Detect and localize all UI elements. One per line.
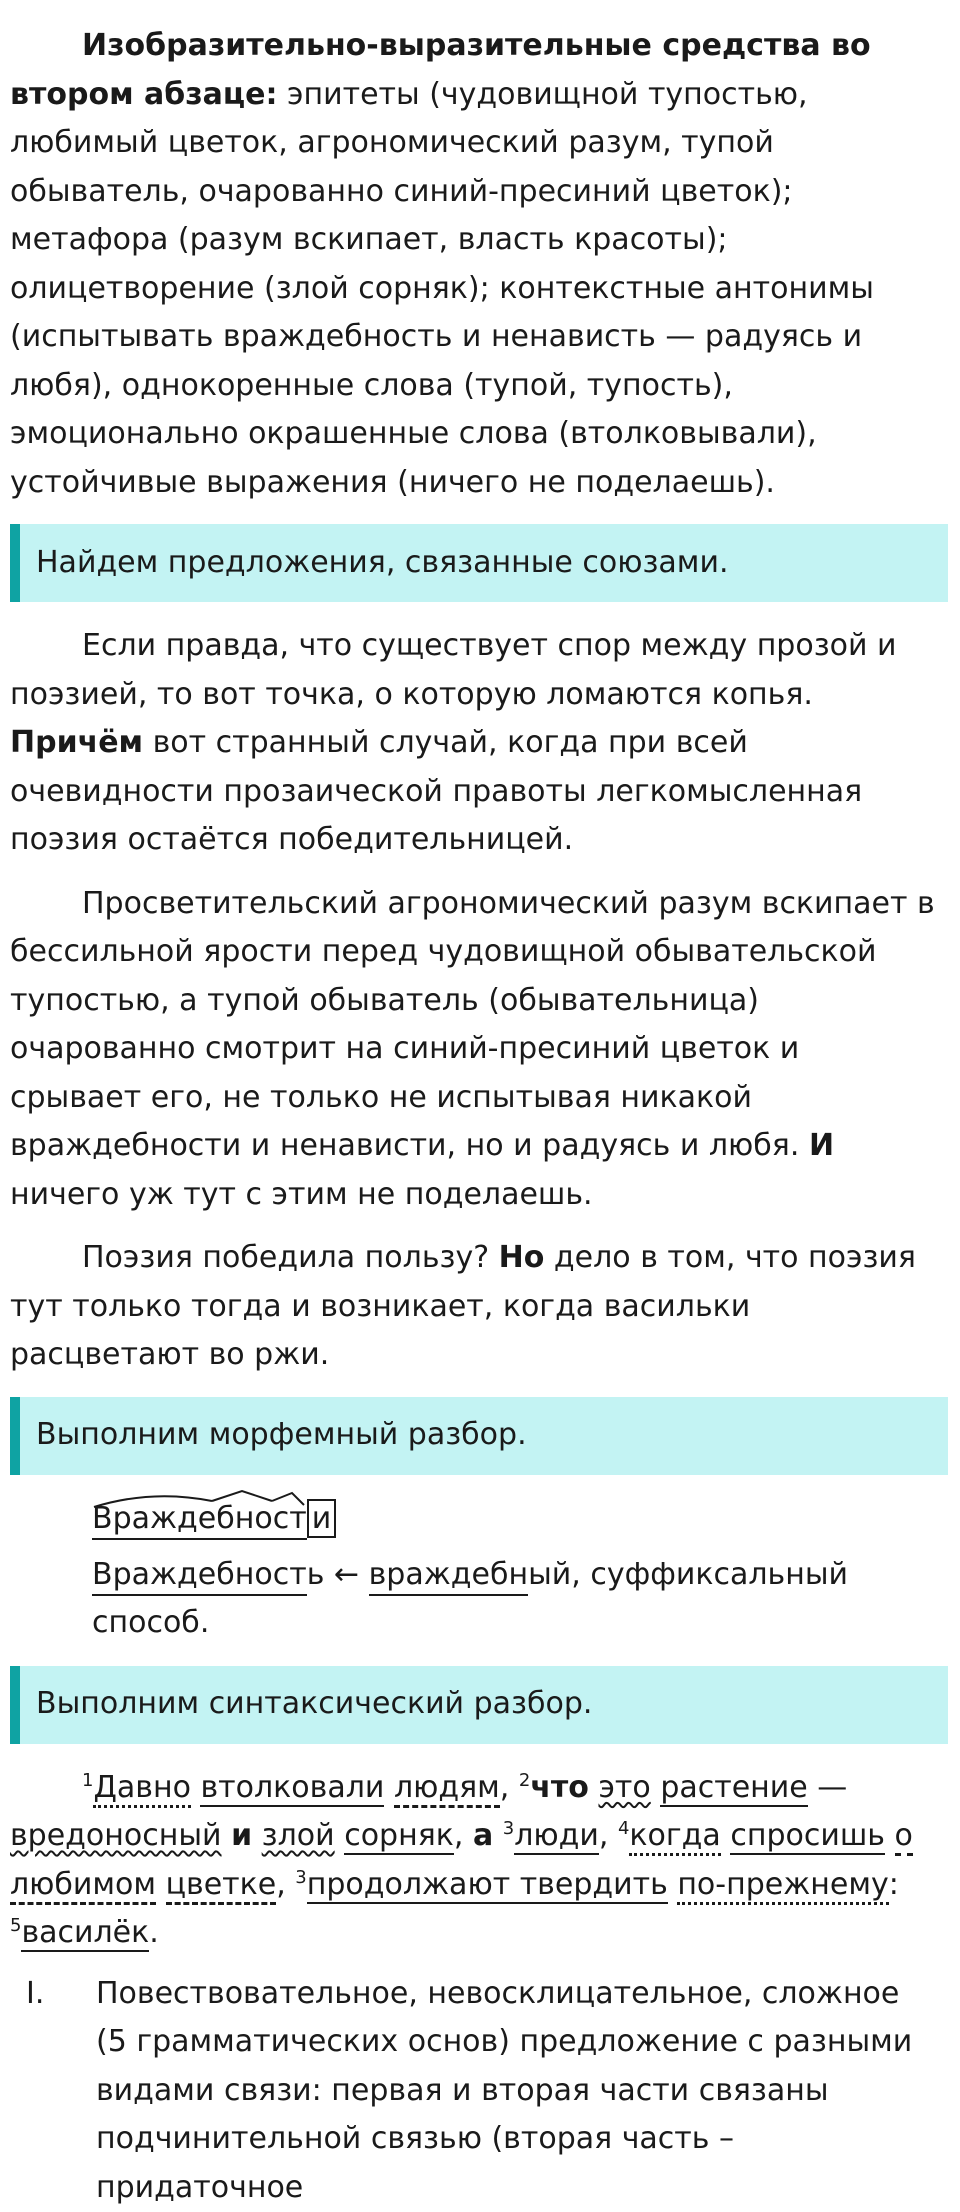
punctuation: , bbox=[500, 1770, 519, 1805]
paragraph-3-text-b: дело в том, что поэзия тут только тогда и возникает, когда васильки расцветают во ржи. bbox=[10, 1240, 916, 1372]
means-paragraph bbox=[10, 22, 938, 507]
conjunction-word: и bbox=[231, 1818, 252, 1853]
text-paragraph-3 bbox=[10, 1234, 938, 1380]
punctuation: , bbox=[454, 1818, 473, 1853]
attribute-word: злой bbox=[262, 1818, 335, 1853]
attribute-word: это bbox=[598, 1770, 650, 1805]
callout-syntax-text: Выполним синтаксический разбор. bbox=[36, 1680, 592, 1729]
derived-stem: Враждебност bbox=[92, 1557, 307, 1596]
list-text: Повествовательное, невосклицательное, сложное (5 грамматических основ) предложение с разными видами связи: первая и вторая части связаны подчинительной связью (вторая часть – придаточное bbox=[96, 1970, 938, 2212]
clause-number: 2 bbox=[519, 1770, 530, 1791]
adverbial-word: Давно bbox=[93, 1770, 190, 1808]
subject-word: люди bbox=[514, 1818, 599, 1855]
clause-number: 5 bbox=[10, 1915, 21, 1936]
punctuation: , bbox=[599, 1818, 618, 1853]
morpheme-word bbox=[92, 1495, 336, 1544]
analysis-list-item bbox=[10, 1970, 938, 2212]
clause-number: 4 bbox=[618, 1818, 629, 1839]
text-paragraph-1 bbox=[10, 622, 938, 865]
means-body: эпитеты (чудовищной тупостью, любимый цветок, агрономический разум, тупой обыватель, очарованно синий-пресиний цветок); метафора (разум вскипает, власть красоты); олицетворение (злой сорняк); контекстные антонимы (испытывать враждебность и ненависть — радуясь и любя), однокоренные слова (тупой, тупость), эмоционально окрашенные слова (втолковывали), устойчивые выражения (ничего не поделаешь). bbox=[10, 77, 874, 500]
callout-syntax bbox=[10, 1666, 948, 1744]
object-word: людям bbox=[394, 1770, 500, 1808]
paragraph-1-text-b: вот странный случай, когда при всей очевидности прозаической правоты легкомысленная поэзия остаётся победительницей. bbox=[10, 725, 862, 857]
conjunction-i: И bbox=[809, 1128, 834, 1163]
derived-ending: ь bbox=[307, 1557, 325, 1592]
object-word: цветке bbox=[166, 1867, 277, 1905]
conjunction-prichem: Причём bbox=[10, 725, 143, 760]
formation-method: , суффиксальный способ. bbox=[92, 1557, 848, 1641]
punctuation: : bbox=[889, 1867, 899, 1902]
list-numeral: I. bbox=[10, 1970, 96, 2212]
clause-number: 3 bbox=[295, 1867, 306, 1888]
syntax-sentence bbox=[10, 1764, 938, 1958]
paragraph-2-text-b: ничего уж тут с этим не поделаешь. bbox=[10, 1177, 593, 1212]
attribute-word: вредоносный bbox=[10, 1818, 222, 1853]
punctuation: — bbox=[808, 1770, 848, 1805]
predicate-word: втолковали bbox=[200, 1770, 384, 1807]
punctuation: . bbox=[149, 1915, 159, 1950]
callout-conjunctions-text: Найдем предложения, связанные союзами. bbox=[36, 539, 728, 588]
subject-word: василёк bbox=[21, 1915, 149, 1952]
predicate-word: спросишь bbox=[730, 1818, 885, 1855]
means-heading: Изобразительно-выразительные средства во втором абзаце: bbox=[10, 28, 871, 112]
source-stem: враждебн bbox=[369, 1557, 528, 1596]
paragraph-2-text-a: Просветительский агрономический разум вскипает в бессильной ярости перед чудовищной обывательской тупостью, а тупой обыватель (обывательница) очарованно смотрит на синий-пресиний цветок и срывает его, не только не испытывая никакой враждебности и ненависти, но и радуясь и любя. bbox=[10, 886, 935, 1164]
object-word: любимом bbox=[10, 1867, 156, 1905]
conjunction-word: что bbox=[530, 1770, 589, 1805]
paragraph-1-text-a: Если правда, что существует спор между прозой и поэзией, то вот точка, о которую ломаются копья. bbox=[10, 628, 897, 712]
object-word: о bbox=[895, 1818, 913, 1856]
callout-conjunctions bbox=[10, 524, 948, 602]
paragraph-3-text-a: Поэзия победила пользу? bbox=[82, 1240, 499, 1275]
derivation-arrow-icon: ← bbox=[334, 1557, 359, 1592]
clause-number: 1 bbox=[82, 1770, 93, 1791]
callout-morphemic bbox=[10, 1397, 948, 1475]
clause-number: 3 bbox=[503, 1818, 514, 1839]
conjunction-word: а bbox=[473, 1818, 493, 1853]
punctuation: , bbox=[276, 1867, 295, 1902]
adverbial-word: когда bbox=[629, 1818, 720, 1856]
callout-morphemic-text: Выполним морфемный разбор. bbox=[36, 1411, 527, 1460]
morpheme-stem: Враждебност bbox=[92, 1501, 307, 1540]
source-ending: ый bbox=[528, 1557, 571, 1592]
word-formation-line bbox=[10, 1551, 938, 1648]
predicate-word: продолжают твердить bbox=[307, 1867, 668, 1904]
predicate-word: сорняк bbox=[344, 1818, 454, 1855]
conjunction-no: Но bbox=[499, 1240, 545, 1275]
morpheme-analysis-word bbox=[10, 1495, 938, 1545]
adverbial-word: по-прежнему bbox=[677, 1867, 888, 1905]
morpheme-ending: и bbox=[307, 1499, 337, 1538]
subject-word: растение bbox=[660, 1770, 807, 1807]
text-paragraph-2 bbox=[10, 880, 938, 1220]
